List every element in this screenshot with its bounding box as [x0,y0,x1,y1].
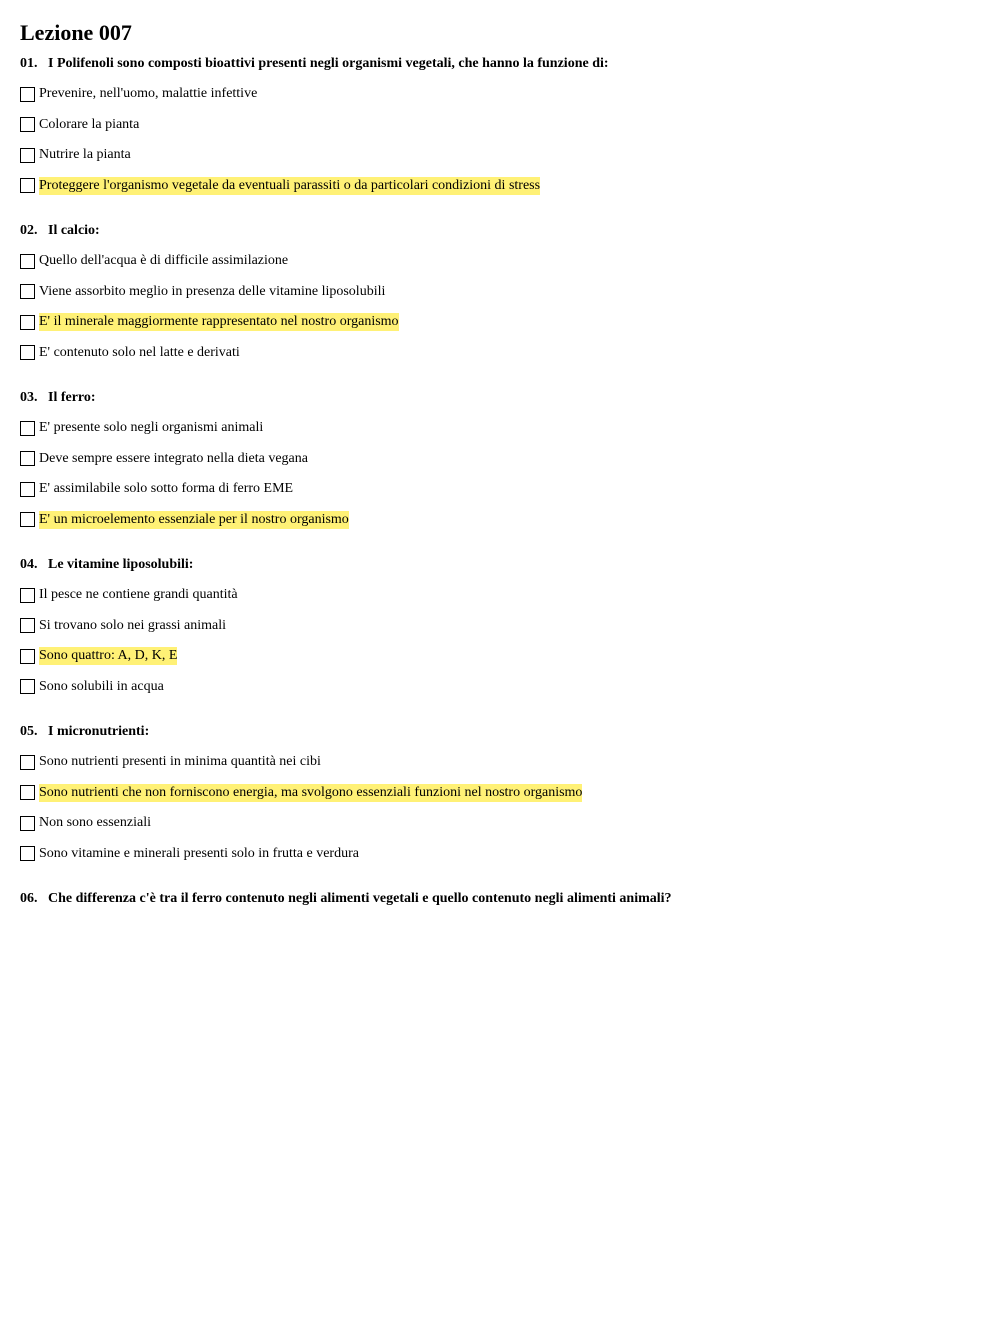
question-spacer [20,702,980,716]
question-spacer [20,368,980,382]
answer-option[interactable] [20,277,980,308]
question-4 [20,555,980,702]
answer-text-highlighted: Sono nutrienti che non forniscono energia, ma svolgono essenziali funzioni nel nostro organismo [39,784,583,800]
answer-text-highlighted: Proteggere l'organismo vegetale da eventuali parassiti o da particolari condizioni di stress [39,177,541,193]
question-text [20,722,980,742]
question-label: I micronutrienti: [48,724,150,739]
answer-option[interactable] [20,611,980,642]
checkbox[interactable] [20,755,35,770]
answer-option[interactable] [20,79,980,110]
answer-option[interactable] [20,140,980,171]
answer-option[interactable] [20,338,980,369]
checkbox[interactable] [20,284,35,299]
answer-text: E' assimilabile solo sotto forma di ferro EME [39,481,294,497]
answer-option[interactable] [20,580,980,611]
answer-text: E' contenuto solo nel latte e derivati [39,344,240,360]
question-number: 03. [20,390,38,405]
answer-text: Prevenire, nell'uomo, malattie infettive [39,86,258,102]
question-number: 05. [20,724,38,739]
checkbox[interactable] [20,846,35,861]
question-number: 06. [20,891,38,906]
answer-option[interactable] [20,778,980,809]
checkbox[interactable] [20,421,35,436]
answer-option[interactable] [20,672,980,703]
question-label: Il ferro: [48,390,96,405]
document-page [20,18,980,914]
answer-text-highlighted: E' un microelemento essenziale per il nostro organismo [39,511,349,527]
question-text [20,555,980,575]
page-title: Lezione 007 [20,20,132,45]
answer-text: Si trovano solo nei grassi animali [39,617,227,633]
question-text [20,54,980,74]
question-text [20,221,980,241]
answer-option[interactable] [20,171,980,202]
answer-text: Il pesce ne contiene grandi quantità [39,587,238,603]
checkbox[interactable] [20,816,35,831]
question-number: 01. [20,56,38,71]
question-label: I Polifenoli sono composti bioattivi presenti negli organismi vegetali, che hanno la funzione di: [48,56,609,71]
answer-option[interactable] [20,641,980,672]
answer-option[interactable] [20,413,980,444]
checkbox[interactable] [20,679,35,694]
answer-text: Sono vitamine e minerali presenti solo in frutta e verdura [39,845,359,861]
checkbox[interactable] [20,649,35,664]
answer-text: Sono nutrienti presenti in minima quantità nei cibi [39,754,321,770]
checkbox[interactable] [20,512,35,527]
checkbox[interactable] [20,618,35,633]
answer-option[interactable] [20,110,980,141]
checkbox[interactable] [20,178,35,193]
checkbox[interactable] [20,588,35,603]
answer-text: Nutrire la pianta [39,147,131,163]
answer-text: Deve sempre essere integrato nella dieta vegana [39,450,308,466]
question-number: 04. [20,557,38,572]
answer-option[interactable] [20,474,980,505]
answer-option[interactable] [20,505,980,536]
question-3 [20,388,980,535]
question-spacer [20,535,980,549]
answer-text: E' presente solo negli organismi animali [39,420,264,436]
question-1 [20,54,980,201]
answer-option[interactable] [20,246,980,277]
question-label: Il calcio: [48,223,100,238]
question-number: 02. [20,223,38,238]
question-list [20,54,980,909]
answer-option[interactable] [20,839,980,870]
question-6 [20,889,980,909]
checkbox[interactable] [20,148,35,163]
answer-option[interactable] [20,444,980,475]
answer-option[interactable] [20,307,980,338]
checkbox[interactable] [20,785,35,800]
answer-text-highlighted: E' il minerale maggiormente rappresentato nel nostro organismo [39,314,399,330]
checkbox[interactable] [20,482,35,497]
question-5 [20,722,980,869]
answer-text: Viene assorbito meglio in presenza delle vitamine liposolubili [39,283,386,299]
checkbox[interactable] [20,451,35,466]
question-text [20,388,980,408]
question-label: Le vitamine liposolubili: [48,557,194,572]
answer-text: Sono solubili in acqua [39,678,164,694]
checkbox[interactable] [20,315,35,330]
answer-option[interactable] [20,747,980,778]
checkbox[interactable] [20,117,35,132]
checkbox[interactable] [20,87,35,102]
question-label: Che differenza c'è tra il ferro contenuto negli alimenti vegetali e quello contenuto negli alimenti animali? [48,891,672,906]
checkbox[interactable] [20,254,35,269]
answer-text: Non sono essenziali [39,815,151,831]
answer-text-highlighted: Sono quattro: A, D, K, E [39,648,178,664]
question-spacer [20,869,980,883]
question-spacer [20,201,980,215]
question-text [20,889,980,909]
answer-option[interactable] [20,808,980,839]
question-2 [20,221,980,368]
checkbox[interactable] [20,345,35,360]
answer-text: Colorare la pianta [39,116,140,132]
answer-text: Quello dell'acqua è di difficile assimilazione [39,253,289,269]
